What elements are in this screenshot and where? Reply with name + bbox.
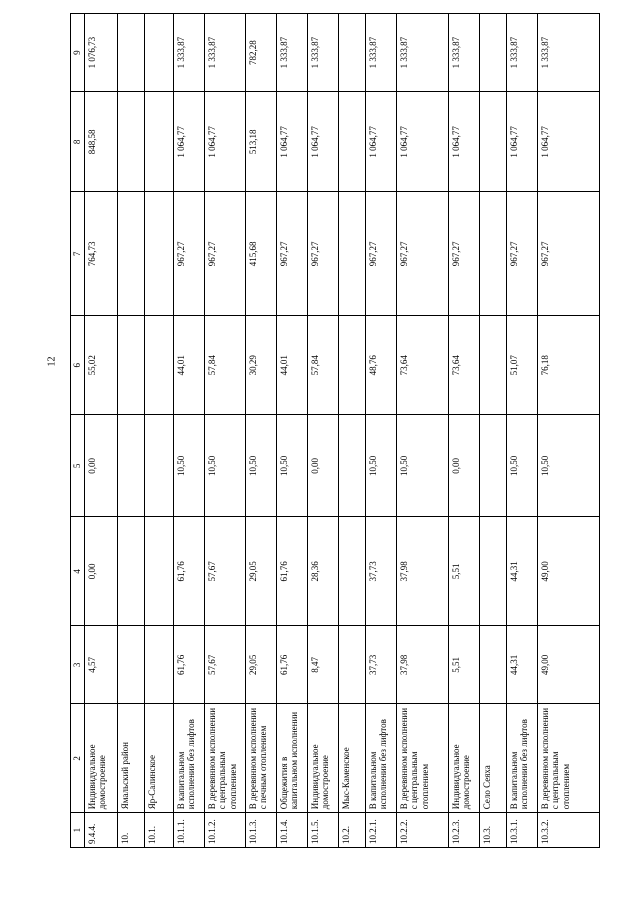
table-row bbox=[449, 14, 480, 848]
value-col3: 29,05 bbox=[246, 626, 277, 704]
value-col5: 10,50 bbox=[366, 415, 397, 517]
value-col9: 1 333,87 bbox=[277, 14, 308, 92]
column-header: 9 bbox=[71, 14, 85, 92]
table-row bbox=[339, 14, 366, 848]
row-number: 10.1.5. bbox=[308, 813, 339, 848]
value-col3: 37,98 bbox=[397, 626, 449, 704]
value-col9: 1 076,73 bbox=[85, 14, 118, 92]
row-name: Индивидуальное домостроение bbox=[449, 704, 480, 813]
row-number: 10.2.3. bbox=[449, 813, 480, 848]
value-col7: 967,27 bbox=[308, 192, 339, 316]
value-col5 bbox=[145, 415, 174, 517]
value-col9: 1 333,87 bbox=[366, 14, 397, 92]
value-col4: 37,98 bbox=[397, 517, 449, 626]
value-col8: 1 064,77 bbox=[174, 92, 205, 192]
value-col7: 967,27 bbox=[174, 192, 205, 316]
row-name: В деревянном исполнении с центральным отоплением bbox=[538, 704, 600, 813]
value-col6: 73,64 bbox=[449, 316, 480, 415]
value-col6: 51,07 bbox=[507, 316, 538, 415]
table-row bbox=[308, 14, 339, 848]
tariff-table bbox=[70, 13, 600, 848]
value-col7: 967,27 bbox=[449, 192, 480, 316]
row-name: Индивидуальное домостроение bbox=[85, 704, 118, 813]
page-number: 12 bbox=[46, 356, 58, 367]
value-col8: 848,58 bbox=[85, 92, 118, 192]
row-name: В деревянном исполнении с центральным отоплением bbox=[397, 704, 449, 813]
value-col3: 44,31 bbox=[507, 626, 538, 704]
value-col5: 0,00 bbox=[85, 415, 118, 517]
value-col9: 1 333,87 bbox=[449, 14, 480, 92]
value-col6: 30,29 bbox=[246, 316, 277, 415]
column-header: 2 bbox=[71, 704, 85, 813]
value-col6: 48,76 bbox=[366, 316, 397, 415]
value-col3: 61,76 bbox=[174, 626, 205, 704]
column-header: 8 bbox=[71, 92, 85, 192]
value-col4: 49,00 bbox=[538, 517, 600, 626]
table-row bbox=[397, 14, 449, 848]
value-col7: 764,73 bbox=[85, 192, 118, 316]
value-col5 bbox=[480, 415, 507, 517]
value-col5: 10,50 bbox=[507, 415, 538, 517]
value-col4: 29,05 bbox=[246, 517, 277, 626]
value-col8: 1 064,77 bbox=[205, 92, 246, 192]
row-name: В капитальном исполнении без лифтов bbox=[366, 704, 397, 813]
column-header: 1 bbox=[71, 813, 85, 848]
row-number: 10.2.1. bbox=[366, 813, 397, 848]
value-col6: 44,01 bbox=[277, 316, 308, 415]
value-col8: 1 064,77 bbox=[277, 92, 308, 192]
value-col4: 61,76 bbox=[174, 517, 205, 626]
value-col6: 73,64 bbox=[397, 316, 449, 415]
value-col3: 8,47 bbox=[308, 626, 339, 704]
value-col7 bbox=[145, 192, 174, 316]
table-row bbox=[85, 14, 118, 848]
value-col3 bbox=[145, 626, 174, 704]
table-row bbox=[507, 14, 538, 848]
value-col5: 10,50 bbox=[246, 415, 277, 517]
value-col7: 415,68 bbox=[246, 192, 277, 316]
value-col6: 44,01 bbox=[174, 316, 205, 415]
value-col9: 782,28 bbox=[246, 14, 277, 92]
row-number: 10.1.2. bbox=[205, 813, 246, 848]
row-number: 10.3.1. bbox=[507, 813, 538, 848]
value-col3: 49,00 bbox=[538, 626, 600, 704]
value-col9 bbox=[480, 14, 507, 92]
value-col4: 44,31 bbox=[507, 517, 538, 626]
value-col9 bbox=[118, 14, 145, 92]
table-row bbox=[538, 14, 600, 848]
value-col7: 967,27 bbox=[397, 192, 449, 316]
value-col5: 10,50 bbox=[174, 415, 205, 517]
column-number-row bbox=[71, 14, 85, 848]
value-col5 bbox=[339, 415, 366, 517]
row-name: Яр-Салинское bbox=[145, 704, 174, 813]
table-row bbox=[246, 14, 277, 848]
value-col7: 967,27 bbox=[205, 192, 246, 316]
value-col3: 37,73 bbox=[366, 626, 397, 704]
value-col5: 10,50 bbox=[277, 415, 308, 517]
value-col7 bbox=[339, 192, 366, 316]
value-col7: 967,27 bbox=[538, 192, 600, 316]
row-number: 10. bbox=[118, 813, 145, 848]
value-col8: 1 064,77 bbox=[449, 92, 480, 192]
value-col9: 1 333,87 bbox=[538, 14, 600, 92]
value-col4: 37,73 bbox=[366, 517, 397, 626]
value-col4 bbox=[480, 517, 507, 626]
value-col9: 1 333,87 bbox=[308, 14, 339, 92]
value-col3: 61,76 bbox=[277, 626, 308, 704]
table-row bbox=[174, 14, 205, 848]
column-header: 4 bbox=[71, 517, 85, 626]
row-name: Ямальский район bbox=[118, 704, 145, 813]
value-col6: 76,18 bbox=[538, 316, 600, 415]
value-col7 bbox=[118, 192, 145, 316]
value-col8: 513,18 bbox=[246, 92, 277, 192]
row-number: 10.3.2. bbox=[538, 813, 600, 848]
value-col4 bbox=[118, 517, 145, 626]
row-name: Индивидуальное домостроение bbox=[308, 704, 339, 813]
table-row bbox=[366, 14, 397, 848]
value-col4 bbox=[339, 517, 366, 626]
row-name: Мыс-Каменское bbox=[339, 704, 366, 813]
row-name: В капитальном исполнении без лифтов bbox=[174, 704, 205, 813]
table-row bbox=[118, 14, 145, 848]
row-number: 10.1. bbox=[145, 813, 174, 848]
row-number: 10.2. bbox=[339, 813, 366, 848]
column-header: 6 bbox=[71, 316, 85, 415]
value-col5 bbox=[118, 415, 145, 517]
value-col5: 10,50 bbox=[205, 415, 246, 517]
row-number: 10.1.4. bbox=[277, 813, 308, 848]
column-header: 7 bbox=[71, 192, 85, 316]
value-col6 bbox=[145, 316, 174, 415]
table-row bbox=[145, 14, 174, 848]
value-col7 bbox=[480, 192, 507, 316]
value-col6: 57,84 bbox=[205, 316, 246, 415]
value-col9: 1 333,87 bbox=[507, 14, 538, 92]
value-col8 bbox=[339, 92, 366, 192]
table-row bbox=[205, 14, 246, 848]
value-col4: 28,36 bbox=[308, 517, 339, 626]
rotated-table-container bbox=[70, 13, 571, 848]
row-name: Село Сеяха bbox=[480, 704, 507, 813]
value-col5: 0,00 bbox=[449, 415, 480, 517]
table-row bbox=[277, 14, 308, 848]
row-name: Общежития в капитальном исполнении bbox=[277, 704, 308, 813]
row-number: 9.4.4. bbox=[85, 813, 118, 848]
value-col4: 5,51 bbox=[449, 517, 480, 626]
value-col7: 967,27 bbox=[366, 192, 397, 316]
row-number: 10.3. bbox=[480, 813, 507, 848]
value-col9 bbox=[145, 14, 174, 92]
value-col5: 0,00 bbox=[308, 415, 339, 517]
value-col3: 4,57 bbox=[85, 626, 118, 704]
row-name: В капитальном исполнении без лифтов bbox=[507, 704, 538, 813]
value-col8: 1 064,77 bbox=[397, 92, 449, 192]
value-col6 bbox=[339, 316, 366, 415]
value-col8: 1 064,77 bbox=[366, 92, 397, 192]
value-col3: 57,67 bbox=[205, 626, 246, 704]
value-col3: 5,51 bbox=[449, 626, 480, 704]
value-col8 bbox=[118, 92, 145, 192]
value-col3 bbox=[339, 626, 366, 704]
value-col3 bbox=[118, 626, 145, 704]
value-col6 bbox=[480, 316, 507, 415]
row-number: 10.1.1. bbox=[174, 813, 205, 848]
value-col8: 1 064,77 bbox=[308, 92, 339, 192]
value-col6 bbox=[118, 316, 145, 415]
value-col4: 0,00 bbox=[85, 517, 118, 626]
value-col9 bbox=[339, 14, 366, 92]
value-col4: 57,67 bbox=[205, 517, 246, 626]
row-number: 10.1.3. bbox=[246, 813, 277, 848]
value-col4: 61,76 bbox=[277, 517, 308, 626]
row-number: 10.2.2. bbox=[397, 813, 449, 848]
value-col5: 10,50 bbox=[538, 415, 600, 517]
value-col4 bbox=[145, 517, 174, 626]
value-col6: 55,02 bbox=[85, 316, 118, 415]
row-name: В деревянном исполнении с центральным отоплением bbox=[205, 704, 246, 813]
value-col8: 1 064,77 bbox=[538, 92, 600, 192]
value-col5: 10,50 bbox=[397, 415, 449, 517]
value-col7: 967,27 bbox=[507, 192, 538, 316]
value-col8 bbox=[145, 92, 174, 192]
value-col9: 1 333,87 bbox=[174, 14, 205, 92]
column-header: 5 bbox=[71, 415, 85, 517]
value-col8: 1 064,77 bbox=[507, 92, 538, 192]
column-header: 3 bbox=[71, 626, 85, 704]
value-col9: 1 333,87 bbox=[205, 14, 246, 92]
value-col3 bbox=[480, 626, 507, 704]
value-col9: 1 333,87 bbox=[397, 14, 449, 92]
value-col6: 57,84 bbox=[308, 316, 339, 415]
table-row bbox=[480, 14, 507, 848]
row-name: В деревянном исполнении с печным отоплением bbox=[246, 704, 277, 813]
value-col7: 967,27 bbox=[277, 192, 308, 316]
value-col8 bbox=[480, 92, 507, 192]
